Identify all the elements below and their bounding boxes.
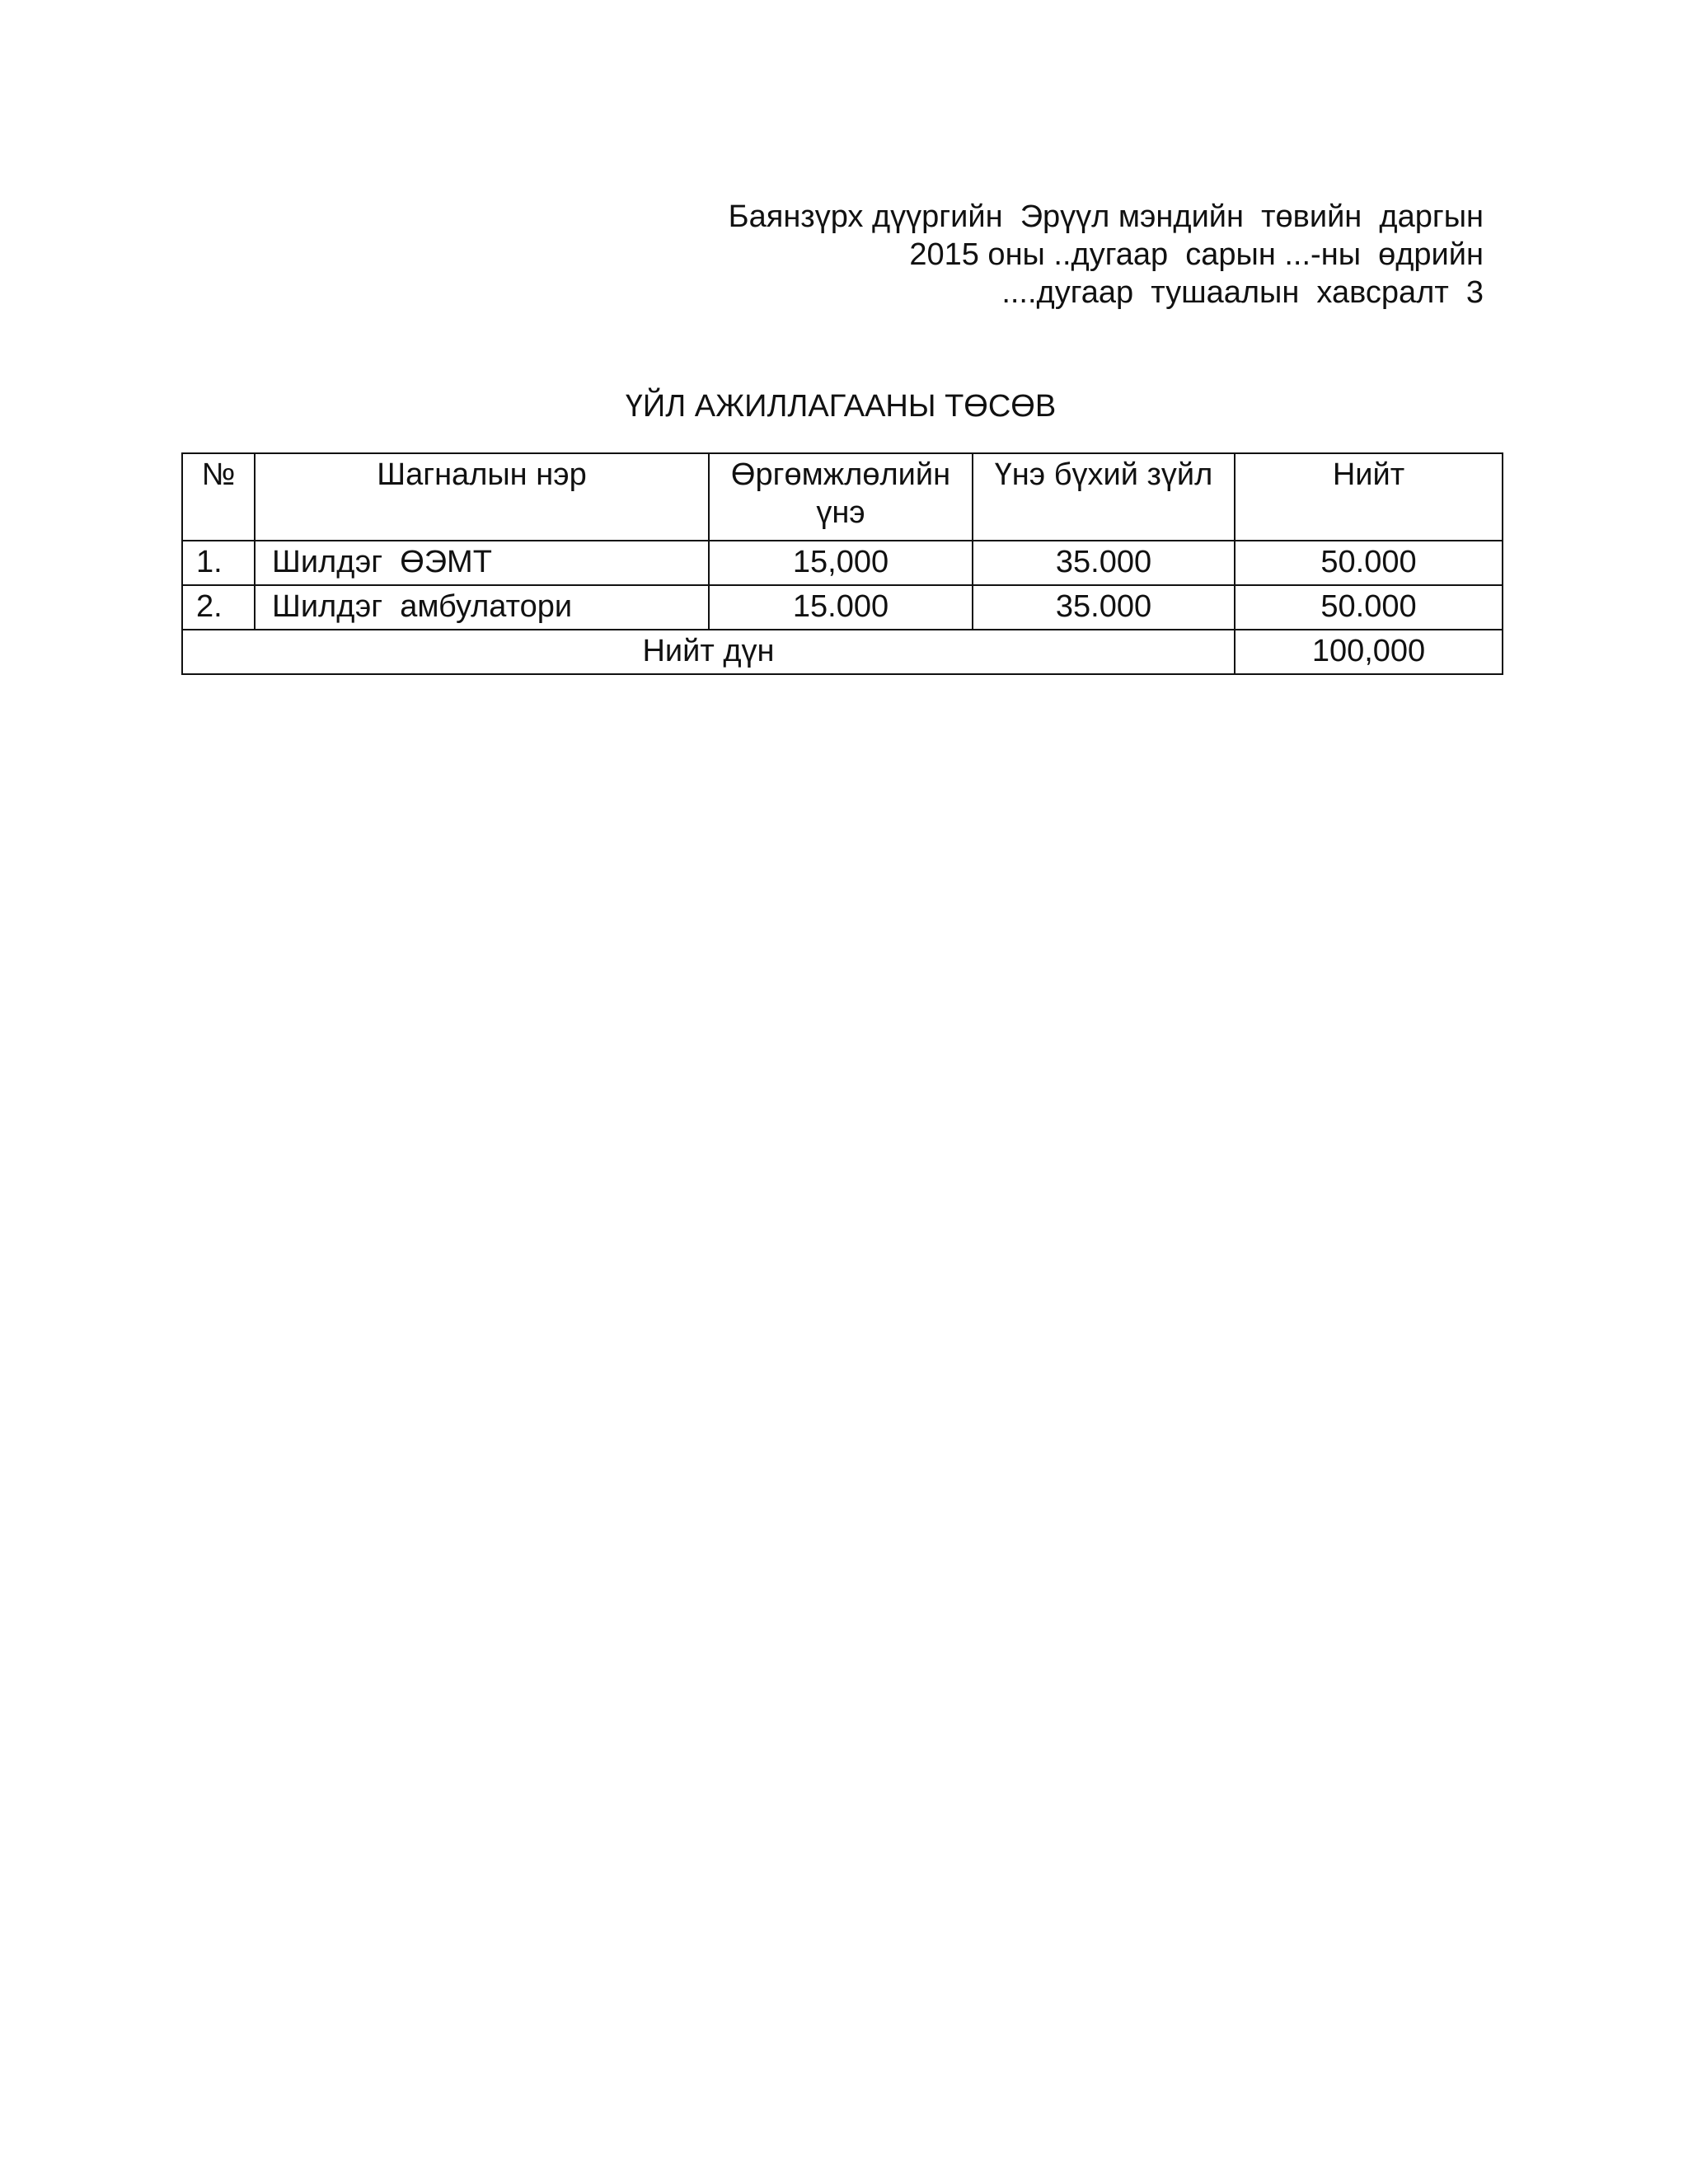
budget-table	[181, 452, 1503, 675]
certificate-price: 15,000	[709, 541, 973, 585]
column-header-item-price: Үнэ бүхий зүйл	[973, 453, 1235, 541]
award-name: Шилдэг ӨЭМТ	[255, 541, 709, 585]
column-header-total: Нийт	[1235, 453, 1503, 541]
table-row	[182, 585, 1503, 630]
award-name: Шилдэг амбулатори	[255, 585, 709, 630]
grand-total: 100,000	[1235, 630, 1503, 674]
row-number: 2.	[182, 585, 255, 630]
column-header-certificate-price: Өргөмжлөлийн үнэ	[709, 453, 973, 541]
column-header-number: №	[182, 453, 255, 541]
row-total: 50.000	[1235, 585, 1503, 630]
certificate-price: 15.000	[709, 585, 973, 630]
summary-row	[182, 630, 1503, 674]
summary-label: Нийт дүн	[182, 630, 1235, 674]
table-row	[182, 541, 1503, 585]
row-number: 1.	[182, 541, 255, 585]
document-header	[659, 198, 1484, 312]
document-title: ҮЙЛ АЖИЛЛАГААНЫ ТӨСӨВ	[625, 389, 1057, 424]
row-total: 50.000	[1235, 541, 1503, 585]
header-line-1: Баянзүрх дүүргийн Эрүүл мэндийн төвийн даргын	[728, 199, 1484, 234]
table-header-row	[182, 453, 1503, 541]
header-line-3: ....дугаар тушаалын хавсралт 3	[1001, 275, 1484, 310]
column-header-award-name: Шагналын нэр	[255, 453, 709, 541]
header-line-2: 2015 оны ..дугаар сарын ...-ны өдрийн	[909, 237, 1484, 272]
item-price: 35.000	[973, 585, 1235, 630]
item-price: 35.000	[973, 541, 1235, 585]
